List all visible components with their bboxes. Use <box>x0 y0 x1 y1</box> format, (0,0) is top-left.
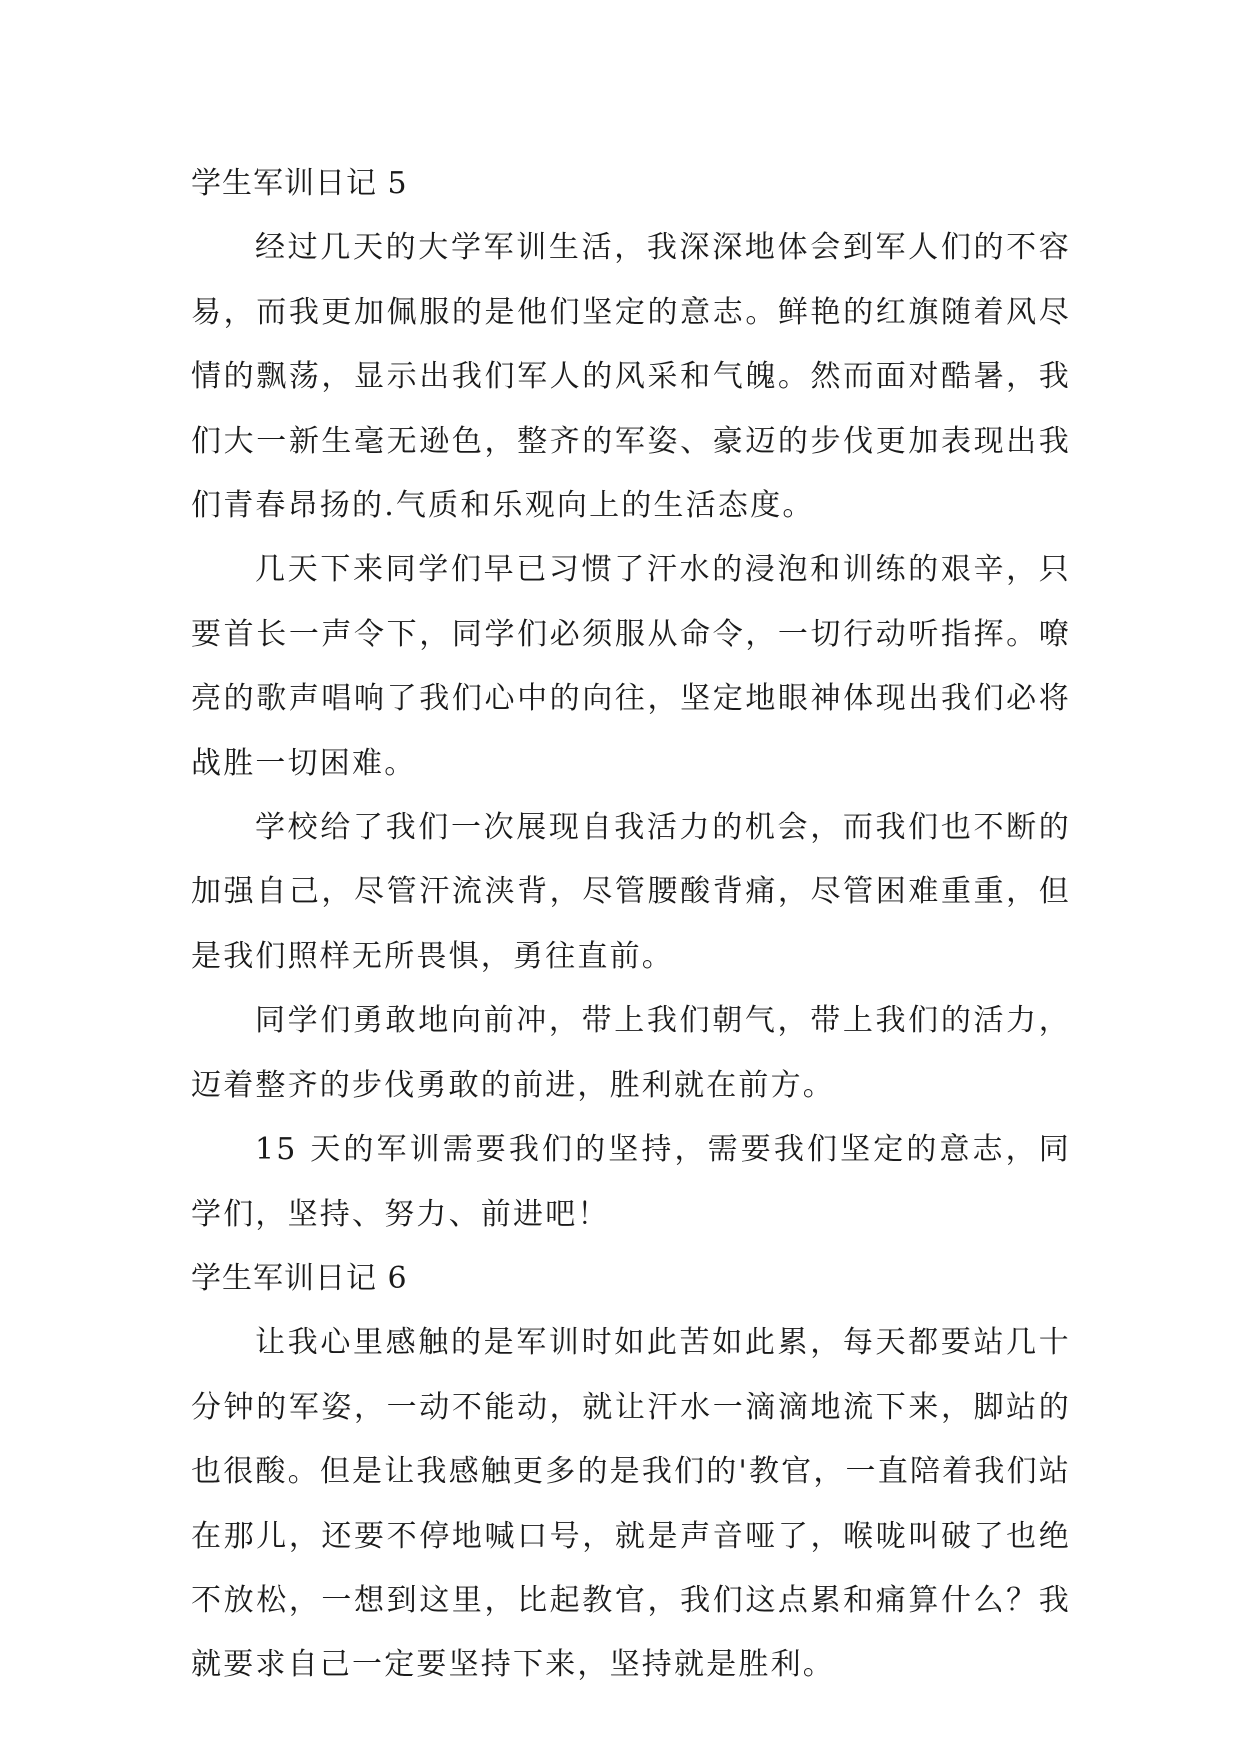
paragraph: 同学们勇敢地向前冲，带上我们朝气，带上我们的活力，迈着整齐的步伐勇敢的前进，胜利就在前方。 <box>191 1003 1071 1103</box>
paragraph: 经过几天的大学军训生活，我深深地体会到军人们的不容易，而我更加佩服的是他们坚定的意志。鲜艳的红旗随着风尽情的飘荡，显示出我们军人的风采和气魄。然而面对酷暑，我们大一新生毫无逊色，整齐的军姿、豪迈的步伐更加表现出我们青春昂扬的.气质和乐观向上的生活态度。 <box>191 230 1071 524</box>
paragraph: 让我心里感触的是军训时如此苦如此累，每天都要站几十分钟的军姿，一动不能动，就让汗水一滴滴地流下来，脚站的也很酸。但是让我感触更多的是我们的'教官，一直陪着我们站在那儿，还要不停地喊口号，就是声音哑了，喉咙叫破了也绝不放松，一想到这里，比起教官，我们这点累和痛算什么？我就要求自己一定要坚持下来，坚持就是胜利。 <box>191 1325 1071 1683</box>
paragraph: 学校给了我们一次展现自我活力的机会，而我们也不断的加强自己，尽管汗流浃背，尽管腰酸背痛，尽管困难重重，但是我们照样无所畏惧，勇往直前。 <box>191 810 1071 974</box>
diary-section-5 <box>191 152 1071 1247</box>
section-title: 学生军训日记 5 <box>191 166 408 201</box>
paragraph: 几天下来同学们早已习惯了汗水的浸泡和训练的艰辛，只要首长一声令下，同学们必须服从命令，一切行动听指挥。嘹亮的歌声唱响了我们心中的向往，坚定地眼神体现出我们必将战胜一切困难。 <box>191 552 1071 781</box>
document-body <box>191 152 1071 1698</box>
section-title: 学生军训日记 6 <box>191 1260 408 1296</box>
paragraph: 15 天的军训需要我们的坚持，需要我们坚定的意志，同学们，坚持、努力、前进吧！ <box>191 1132 1071 1232</box>
diary-section-6 <box>191 1247 1071 1698</box>
